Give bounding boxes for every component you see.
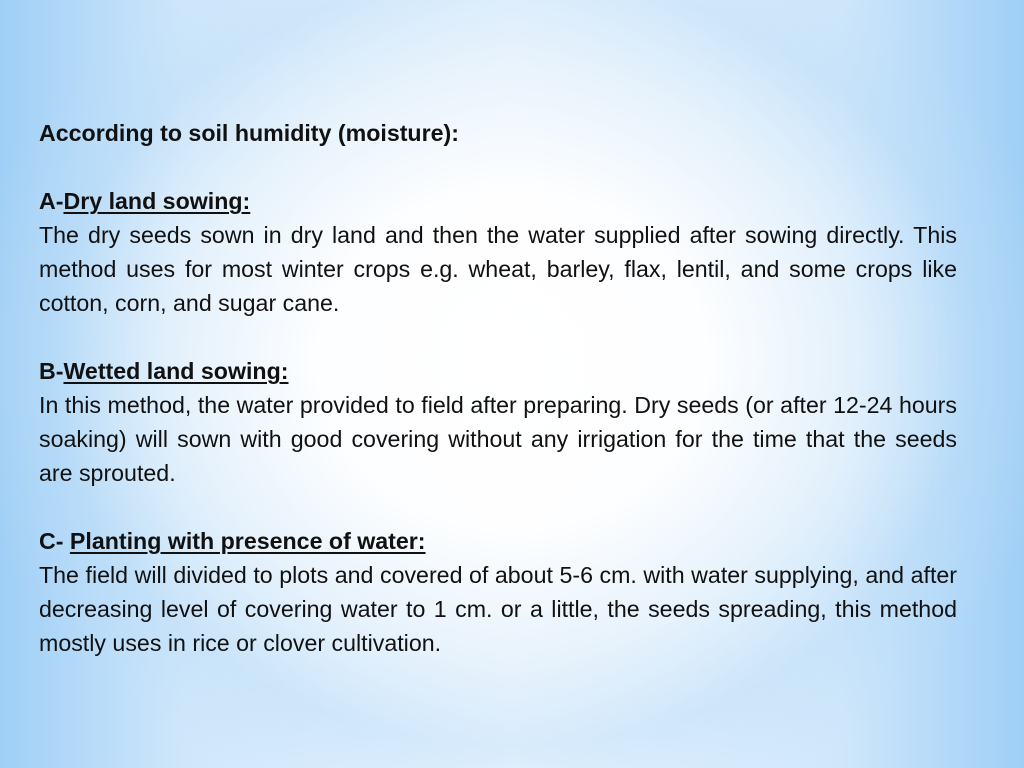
section-title-text: Planting with presence of water: [69,528,426,554]
section-wetted-land-sowing [39,354,957,490]
section-dry-land-sowing [39,184,957,320]
slide-content [39,116,957,660]
section-title [39,524,957,558]
section-title [39,184,957,218]
section-title-text: Dry land sowing: [63,188,251,214]
section-body: The dry seeds sown in dry land and then the water supplied after sowing directly. This method uses for most winter crops e.g. wheat, barley, flax, lentil, and some crops like cotton, corn, and sugar cane. [39,222,957,316]
section-prefix: B- [39,358,64,384]
section-planting-with-water [39,524,957,660]
section-title [39,354,957,388]
section-prefix: A- [39,188,64,214]
section-body: The field will divided to plots and covered of about 5-6 cm. with water supplying, and after decreasing level of covering water to 1 cm. or a little, the seeds spreading, this method mostly uses in rice or clover cultivation. [39,562,957,656]
section-prefix: C- [39,528,70,554]
section-body: In this method, the water provided to field after preparing. Dry seeds (or after 12-24 hours soaking) will sown with good covering without any irrigation for the time that the seeds are sprouted. [39,392,957,486]
slide-heading: According to soil humidity (moisture): [39,120,459,146]
section-title-text: Wetted land sowing: [63,358,289,384]
